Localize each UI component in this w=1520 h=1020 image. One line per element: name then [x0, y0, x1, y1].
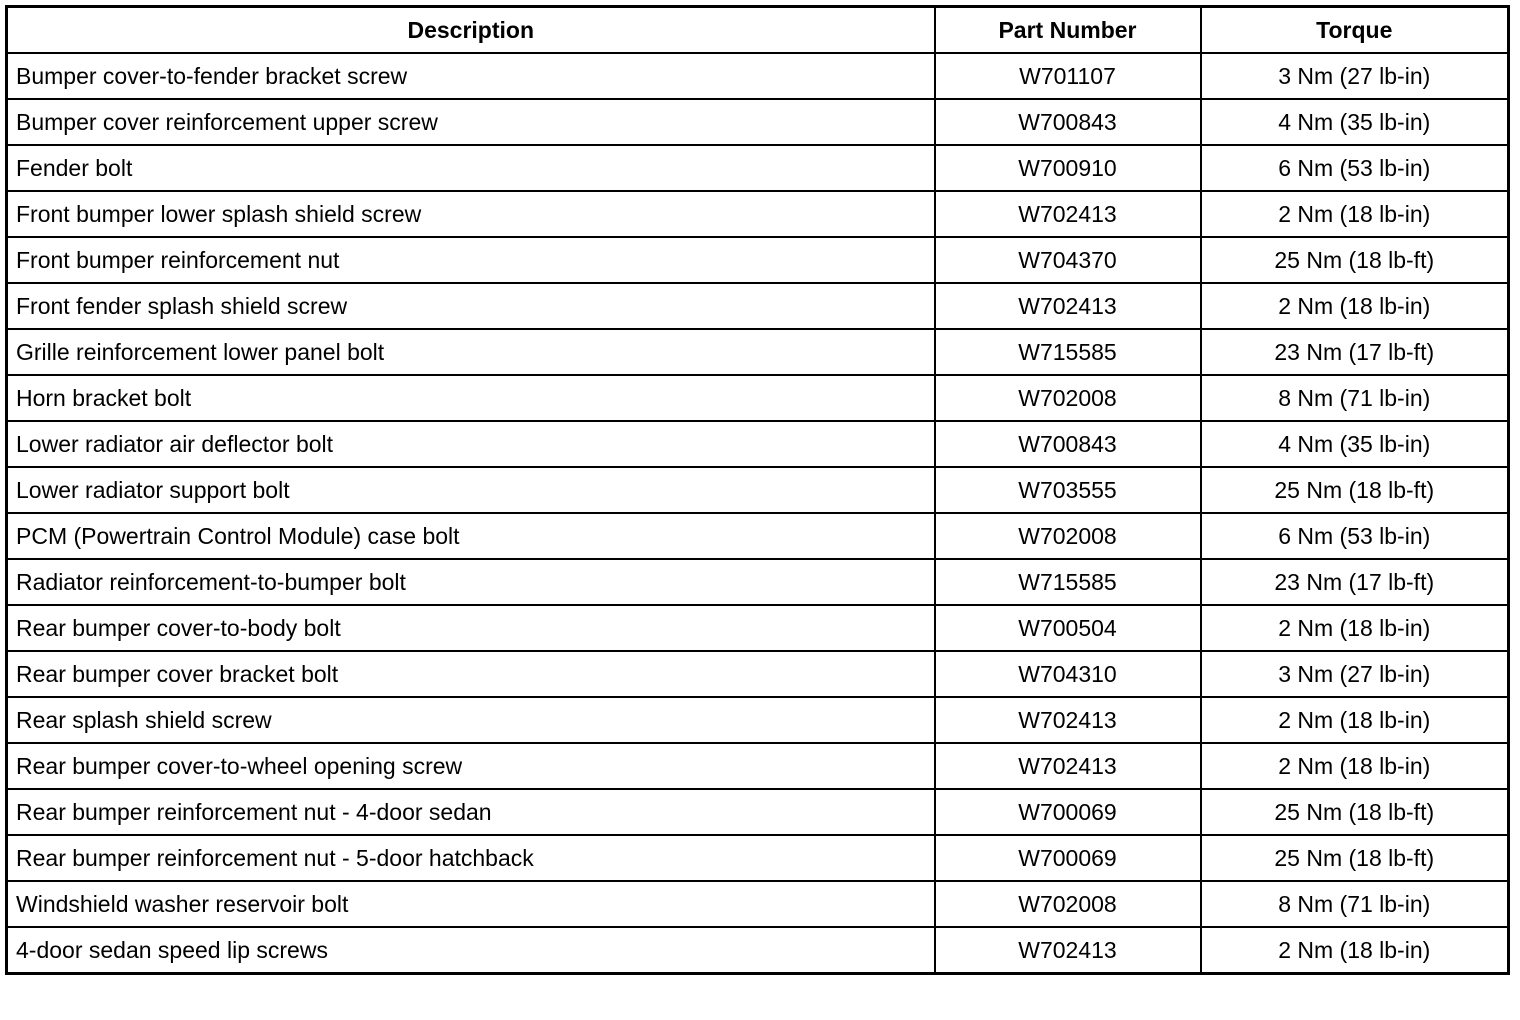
column-header-torque: Torque	[1201, 7, 1509, 54]
table-row	[7, 421, 1509, 467]
cell-description: Windshield washer reservoir bolt	[7, 881, 935, 927]
cell-part-number: W700069	[935, 835, 1201, 881]
cell-torque: 6 Nm (53 lb-in)	[1201, 513, 1509, 559]
cell-part-number: W715585	[935, 329, 1201, 375]
table-row	[7, 835, 1509, 881]
table-row	[7, 53, 1509, 99]
cell-torque: 2 Nm (18 lb-in)	[1201, 927, 1509, 974]
cell-torque: 4 Nm (35 lb-in)	[1201, 99, 1509, 145]
table-row	[7, 743, 1509, 789]
cell-part-number: W702413	[935, 697, 1201, 743]
cell-torque: 6 Nm (53 lb-in)	[1201, 145, 1509, 191]
cell-description: Rear bumper cover-to-wheel opening screw	[7, 743, 935, 789]
cell-description: Rear bumper reinforcement nut - 5-door hatchback	[7, 835, 935, 881]
table-row	[7, 927, 1509, 974]
cell-description: Rear bumper reinforcement nut - 4-door sedan	[7, 789, 935, 835]
cell-torque: 25 Nm (18 lb-ft)	[1201, 237, 1509, 283]
cell-torque: 4 Nm (35 lb-in)	[1201, 421, 1509, 467]
cell-description: Grille reinforcement lower panel bolt	[7, 329, 935, 375]
cell-part-number: W700910	[935, 145, 1201, 191]
cell-part-number: W700069	[935, 789, 1201, 835]
cell-part-number: W702008	[935, 513, 1201, 559]
column-header-description: Description	[7, 7, 935, 54]
cell-torque: 3 Nm (27 lb-in)	[1201, 651, 1509, 697]
cell-part-number: W704310	[935, 651, 1201, 697]
cell-torque: 23 Nm (17 lb-ft)	[1201, 329, 1509, 375]
cell-part-number: W700843	[935, 99, 1201, 145]
cell-description: Rear bumper cover-to-body bolt	[7, 605, 935, 651]
cell-description: Radiator reinforcement-to-bumper bolt	[7, 559, 935, 605]
cell-torque: 2 Nm (18 lb-in)	[1201, 191, 1509, 237]
cell-description: Front bumper lower splash shield screw	[7, 191, 935, 237]
cell-torque: 2 Nm (18 lb-in)	[1201, 283, 1509, 329]
cell-description: 4-door sedan speed lip screws	[7, 927, 935, 974]
cell-torque: 2 Nm (18 lb-in)	[1201, 605, 1509, 651]
cell-part-number: W703555	[935, 467, 1201, 513]
cell-part-number: W700843	[935, 421, 1201, 467]
header-row	[7, 7, 1509, 54]
cell-description: Bumper cover-to-fender bracket screw	[7, 53, 935, 99]
cell-description: Front bumper reinforcement nut	[7, 237, 935, 283]
cell-torque: 2 Nm (18 lb-in)	[1201, 743, 1509, 789]
table-row	[7, 789, 1509, 835]
torque-spec-table	[5, 5, 1510, 975]
cell-part-number: W702413	[935, 283, 1201, 329]
cell-part-number: W700504	[935, 605, 1201, 651]
table-row	[7, 697, 1509, 743]
cell-torque: 8 Nm (71 lb-in)	[1201, 375, 1509, 421]
table-row	[7, 191, 1509, 237]
cell-description: Lower radiator support bolt	[7, 467, 935, 513]
table-row	[7, 237, 1509, 283]
cell-description: Fender bolt	[7, 145, 935, 191]
cell-torque: 3 Nm (27 lb-in)	[1201, 53, 1509, 99]
cell-part-number: W702413	[935, 927, 1201, 974]
cell-part-number: W702413	[935, 191, 1201, 237]
cell-part-number: W704370	[935, 237, 1201, 283]
table-row	[7, 329, 1509, 375]
table-row	[7, 283, 1509, 329]
cell-description: Rear bumper cover bracket bolt	[7, 651, 935, 697]
table-row	[7, 605, 1509, 651]
table-row	[7, 467, 1509, 513]
table-row	[7, 375, 1509, 421]
cell-description: PCM (Powertrain Control Module) case bolt	[7, 513, 935, 559]
cell-part-number: W702413	[935, 743, 1201, 789]
cell-torque: 23 Nm (17 lb-ft)	[1201, 559, 1509, 605]
cell-torque: 25 Nm (18 lb-ft)	[1201, 467, 1509, 513]
cell-part-number: W701107	[935, 53, 1201, 99]
cell-part-number: W715585	[935, 559, 1201, 605]
cell-torque: 2 Nm (18 lb-in)	[1201, 697, 1509, 743]
cell-torque: 25 Nm (18 lb-ft)	[1201, 835, 1509, 881]
table-row	[7, 145, 1509, 191]
cell-torque: 25 Nm (18 lb-ft)	[1201, 789, 1509, 835]
table-row	[7, 99, 1509, 145]
table-row	[7, 881, 1509, 927]
cell-description: Front fender splash shield screw	[7, 283, 935, 329]
column-header-part-number: Part Number	[935, 7, 1201, 54]
cell-part-number: W702008	[935, 375, 1201, 421]
cell-part-number: W702008	[935, 881, 1201, 927]
table-row	[7, 513, 1509, 559]
cell-description: Bumper cover reinforcement upper screw	[7, 99, 935, 145]
table-row	[7, 651, 1509, 697]
table-row	[7, 559, 1509, 605]
cell-description: Horn bracket bolt	[7, 375, 935, 421]
cell-torque: 8 Nm (71 lb-in)	[1201, 881, 1509, 927]
cell-description: Lower radiator air deflector bolt	[7, 421, 935, 467]
cell-description: Rear splash shield screw	[7, 697, 935, 743]
